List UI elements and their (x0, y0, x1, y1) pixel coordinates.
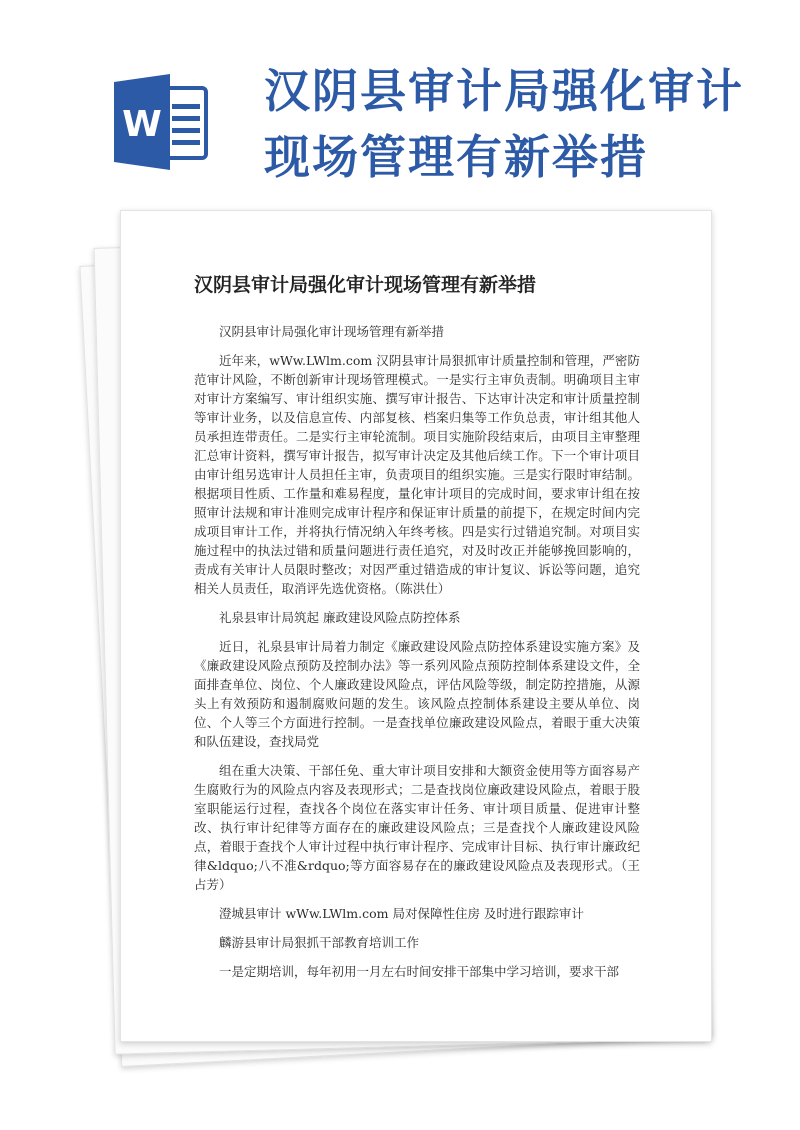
page-heading-line1: 汉阴县审计局强化审计 (264, 64, 744, 118)
doc-section-heading: 礼泉县审计局筑起 廉政建设风险点防控体系 (219, 610, 461, 625)
document-title: 汉阴县审计局强化审计现场管理有新举措 (194, 274, 537, 296)
svg-text:W: W (122, 104, 162, 145)
doc-section-heading: 澄城县审计 wWw.LWlm.com 局对保障性住房 及时进行跟踪审计 (219, 906, 584, 921)
doc-paragraph: 组在重大决策、干部任免、重大审计项目安排和大额资金使用等方面容易产生腐败行为的风险点内容及表现形式；二是查找岗位廉政建设风险点，着眼于股室职能运行过程，查找各个岗位在落实审计任务、审计项目质量、促进审计整改、执行审计纪律等方面存在的廉政建设风险点；三是查找个人廉政建设风险点，着眼于查找个人审计过程中执行审计程序、完成审计目标、执行审计廉政纪律&ldquo;八不准&rdquo;等方面容易存在的廉政建设风险点及表现形式。（王占芳） (194, 763, 640, 892)
doc-paragraph: 一是定期培训，每年初用一月左右时间安排干部集中学习培训，要求干部 (219, 964, 620, 979)
doc-paragraph: 近年来，wWw.LWlm.com 汉阴县审计局狠抓审计质量控制和管理，严密防范审计风险，不断创新审计现场管理模式。一是实行主审负责制。明确项目主审对审计方案编写、审计组织实施、撰写审计报告、下达审计决定和审计质量控制等审计业务，以及信息宣传、内部复核、档案归集等工作负总责，审计组其他人员承担连带责任。二是实行主审轮流制。项目实施阶段结束后，由项目主审整理汇总审计资料，撰写审计报告，拟写审计决定及其他后续工作。下一个审计项目由审计组另选审计人员担任主审，负责项目的组织实施。三是实行限时审结制。根据项目性质、工作量和难易程度，量化审计项目的完成时间，要求审计组在按照审计法规和审计准则完成审计程序和保证审计质量的前提下，在规定时间内完成项目审计工作，并将执行情况纳入年终考核。四是实行过错追究制。对项目实施过程中的执法过错和质量问题进行责任追究，对及时改正并能够挽回影响的，责成有关审计人员限时整改；对因严重过错造成的审计复议、诉讼等问题，追究相关人员责任，取消评先选优资格。（陈洪仕） (194, 353, 640, 596)
page-heading (264, 58, 764, 190)
doc-subtitle: 汉阴县审计局强化审计现场管理有新举措 (219, 324, 445, 339)
page-heading-line2: 现场管理有新举措 (264, 130, 648, 184)
word-document-icon (114, 74, 216, 170)
page-header (0, 0, 800, 200)
doc-section-heading: 麟游县审计局狠抓干部教育培训工作 (219, 935, 420, 950)
document-body (194, 270, 640, 991)
doc-paragraph: 近日，礼泉县审计局着力制定《廉政建设风险点防控体系建设实施方案》及《廉政建设风险点预防及控制办法》等一系列风险点预防控制体系建设文件，全面排查单位、岗位、个人廉政建设风险点，评估风险等级，制定防控措施，从源头上有效预防和遏制腐败问题的发生。该风险点控制体系建设主要从单位、岗位、个人等三个方面进行控制。一是查找单位廉政建设风险点，着眼于重大决策和队伍建设，查找局党 (194, 639, 640, 749)
